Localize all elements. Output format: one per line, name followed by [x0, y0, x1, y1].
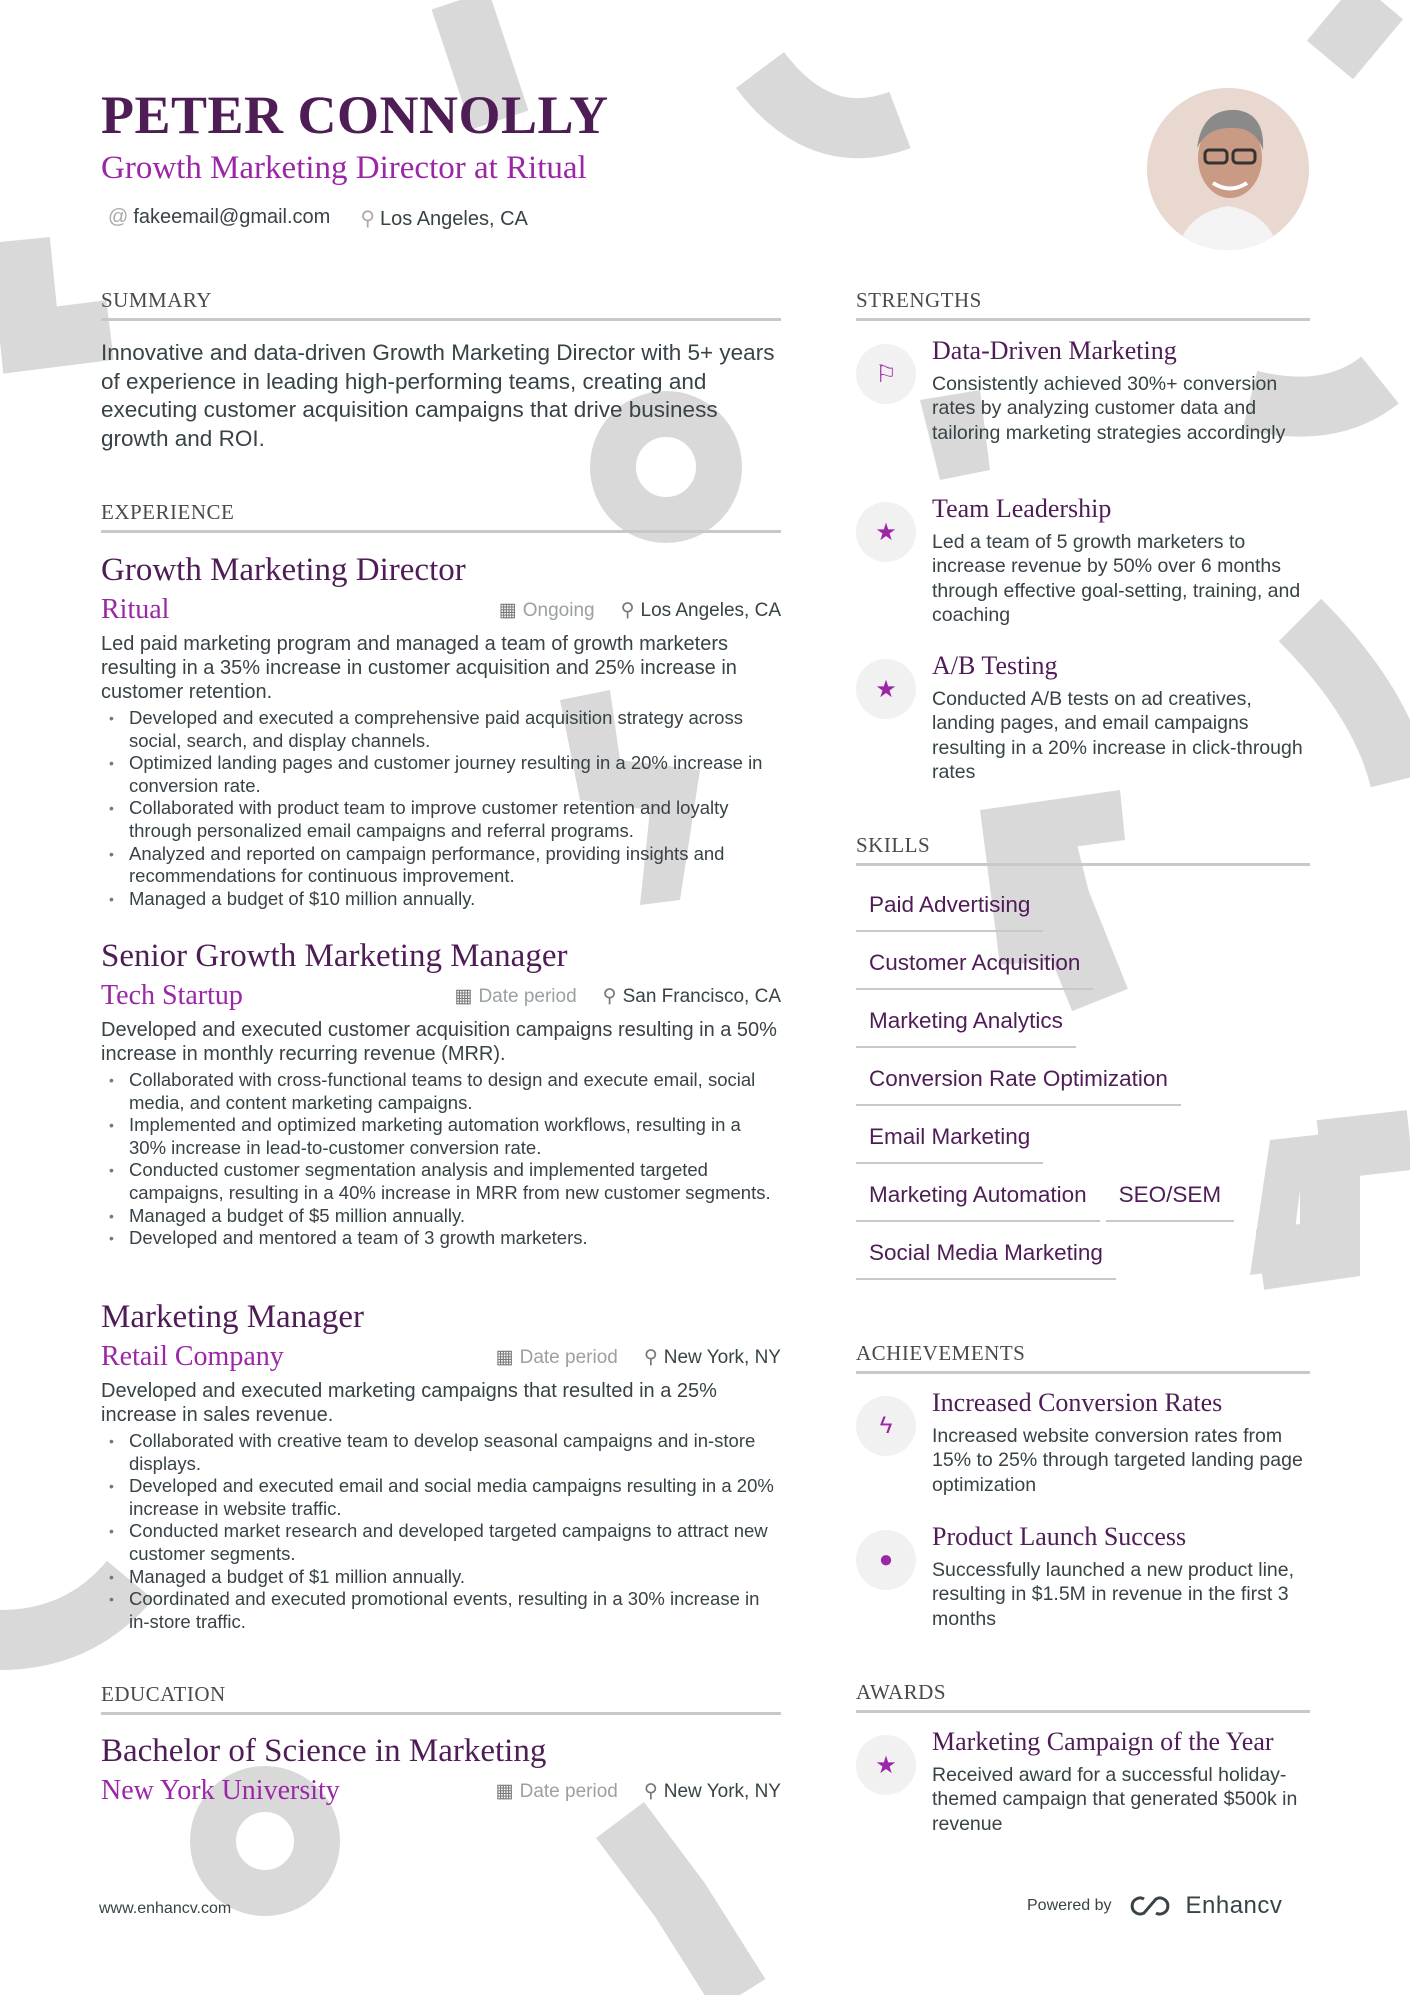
job-bullet: • Managed a budget of $1 million annually.	[101, 1566, 781, 1589]
job-bullet: • Developed and executed email and social media campaigns resulting in a 20% increase in website traffic.	[101, 1475, 781, 1520]
strengths-section	[856, 288, 1310, 321]
candidate-title: Growth Marketing Director at Ritual	[101, 150, 587, 186]
job-title: Growth Marketing Director	[101, 552, 466, 588]
experience-item	[101, 1297, 781, 1633]
at-icon: @	[108, 206, 129, 228]
section-heading: STRENGTHS	[856, 288, 1310, 321]
skill-tag: SEO/SEM	[1106, 1176, 1235, 1222]
job-bullet: • Managed a budget of $5 million annually.	[101, 1205, 781, 1228]
location	[360, 206, 528, 231]
powered-by[interactable]	[1027, 1892, 1282, 1920]
calendar-icon: ▦	[498, 599, 517, 621]
job-location: San Francisco, CA	[622, 985, 781, 1007]
avatar	[1147, 88, 1309, 250]
experience-item	[101, 936, 781, 1250]
job-date: Date period	[478, 985, 577, 1007]
job-description: Developed and executed customer acquisition campaigns resulting in a 50% increase in monthly recurring revenue (MRR).	[101, 1019, 777, 1065]
contact-info	[108, 206, 528, 231]
job-bullet: • Collaborated with cross-functional teams to design and execute email, social media, and content marketing campaigns.	[101, 1069, 781, 1114]
location-pin-icon: ⚲	[643, 1780, 658, 1802]
skills-section	[856, 833, 1310, 1280]
location-pin-icon: ⚲	[643, 1346, 658, 1368]
awards-list	[856, 1727, 1310, 1857]
location-pin-icon: ⚲	[620, 599, 635, 621]
achievements-list	[856, 1388, 1310, 1688]
education-date: Date period	[519, 1780, 618, 1802]
strength-description: Consistently achieved 30%+ conversion rates by analyzing customer data and tailoring marketing strategies accordingly	[932, 373, 1286, 444]
section-heading: EDUCATION	[101, 1682, 781, 1715]
education-location: New York, NY	[663, 1780, 781, 1802]
email-text: fakeemail@gmail.com	[133, 206, 331, 228]
job-description: Led paid marketing program and managed a team of growth marketers resulting in a 35% increase in customer acquisition and 25% increase in customer retention.	[101, 633, 737, 703]
job-bullet: • Managed a budget of $10 million annually.	[101, 888, 781, 911]
education-item	[101, 1731, 781, 1811]
company-name: Tech Startup	[101, 980, 243, 1011]
job-bullet: • Optimized landing pages and customer journey resulting in a 20% increase in conversion rate.	[101, 752, 781, 797]
experience-item	[101, 550, 781, 910]
email[interactable]	[108, 206, 330, 231]
job-bullet: • Analyzed and reported on campaign performance, providing insights and recommendations for continuous improvement.	[101, 843, 781, 888]
skill-tag: Email Marketing	[856, 1118, 1043, 1164]
star-icon: ★	[856, 1735, 916, 1795]
strength-title: Data-Driven Marketing	[932, 336, 1177, 365]
job-bullet: • Conducted customer segmentation analysis and implemented targeted campaigns, resulting in a 40% increase in MRR from new customer segments.	[101, 1159, 781, 1204]
calendar-icon: ▦	[495, 1780, 514, 1802]
location-pin-icon: ⚲	[360, 208, 375, 230]
section-heading: SUMMARY	[101, 288, 781, 321]
job-bullet: • Collaborated with product team to improve customer retention and loyalty through personalized email campaigns and referral programs.	[101, 797, 781, 842]
achievement-title: Increased Conversion Rates	[932, 1388, 1223, 1417]
website-link[interactable]: www.enhancv.com	[99, 1900, 232, 1917]
strengths-list	[856, 336, 1310, 816]
achievement-description: Successfully launched a new product line, resulting in $1.5M in revenue in the first 3 months	[932, 1559, 1295, 1630]
location-pin-icon: ⚲	[602, 985, 617, 1007]
award-description: Received award for a successful holiday-themed campaign that generated $500k in revenue	[932, 1764, 1298, 1835]
section-heading: ACHIEVEMENTS	[856, 1341, 1310, 1374]
strength-description: Led a team of 5 growth marketers to increase revenue by 50% over 6 months through effective goal-setting, training, and coaching	[932, 531, 1301, 626]
job-bullet: • Conducted market research and developed targeted campaigns to attract new customer segments.	[101, 1520, 781, 1565]
job-bullet: • Developed and mentored a team of 3 growth marketers.	[101, 1227, 781, 1250]
skill-tag: Paid Advertising	[856, 886, 1043, 932]
job-bullet: • Collaborated with creative team to develop seasonal campaigns and in-store displays.	[101, 1430, 781, 1475]
brand-name: Enhancv	[1185, 1892, 1283, 1919]
star-icon: ★	[856, 659, 916, 719]
calendar-icon: ▦	[495, 1346, 514, 1368]
job-description: Developed and executed marketing campaigns that resulted in a 25% increase in sales revenue.	[101, 1380, 717, 1426]
job-bullet: • Coordinated and executed promotional events, resulting in a 30% increase in in-store traffic.	[101, 1588, 781, 1633]
candidate-name: PETER CONNOLLY	[101, 85, 609, 145]
job-title: Marketing Manager	[101, 1299, 364, 1335]
education-heading-wrap	[101, 1682, 781, 1715]
degree: Bachelor of Science in Marketing	[101, 1733, 547, 1769]
strength-title: Team Leadership	[932, 494, 1112, 523]
job-bullet: • Developed and executed a comprehensive paid acquisition strategy across social, search, and display channels.	[101, 707, 781, 752]
job-date: Date period	[519, 1346, 618, 1368]
calendar-icon: ▦	[454, 985, 473, 1007]
strength-description: Conducted A/B tests on ad creatives, landing pages, and email campaigns resulting in a 20% increase in click-through rates	[932, 688, 1303, 783]
skill-tag: Marketing Analytics	[856, 1002, 1076, 1048]
section-heading: EXPERIENCE	[101, 500, 781, 533]
job-date: Ongoing	[522, 599, 595, 621]
summary-section	[101, 288, 781, 453]
skill-tag: Conversion Rate Optimization	[856, 1060, 1181, 1106]
powered-by-label: Powered by	[1027, 1897, 1112, 1914]
achievement-description: Increased website conversion rates from 15% to 25% through targeted landing page optimization	[932, 1425, 1303, 1496]
star-icon: ★	[856, 502, 916, 562]
awards-section	[856, 1680, 1310, 1713]
section-heading: SKILLS	[856, 833, 1310, 866]
achievements-section	[856, 1341, 1310, 1374]
summary-text: Innovative and data-driven Growth Marketing Director with 5+ years of experience in leading high-performing teams, creating and executing customer acquisition campaigns that drive business growth and ROI.	[101, 340, 775, 451]
brain-icon: ●	[856, 1530, 916, 1590]
award-title: Marketing Campaign of the Year	[932, 1727, 1274, 1756]
enhancv-logo-icon	[1126, 1894, 1172, 1918]
company-name: Retail Company	[101, 1341, 284, 1372]
strength-title: A/B Testing	[932, 651, 1058, 680]
school-name: New York University	[101, 1775, 340, 1806]
experience-heading-wrap	[101, 500, 781, 533]
section-heading: AWARDS	[856, 1680, 1310, 1713]
flag-icon: ⚐	[856, 344, 916, 404]
job-bullet: • Implemented and optimized marketing automation workflows, resulting in a 30% increase in lead-to-customer conversion rate.	[101, 1114, 781, 1159]
skill-tag: Customer Acquisition	[856, 944, 1093, 990]
skill-tag: Social Media Marketing	[856, 1234, 1116, 1280]
location-text: Los Angeles, CA	[380, 208, 528, 230]
job-location: Los Angeles, CA	[640, 599, 781, 621]
job-location: New York, NY	[663, 1346, 781, 1368]
company-name: Ritual	[101, 594, 170, 625]
achievement-title: Product Launch Success	[932, 1522, 1187, 1551]
job-title: Senior Growth Marketing Manager	[101, 938, 568, 974]
lightning-icon: ϟ	[856, 1396, 916, 1456]
skill-tag: Marketing Automation	[856, 1176, 1100, 1222]
